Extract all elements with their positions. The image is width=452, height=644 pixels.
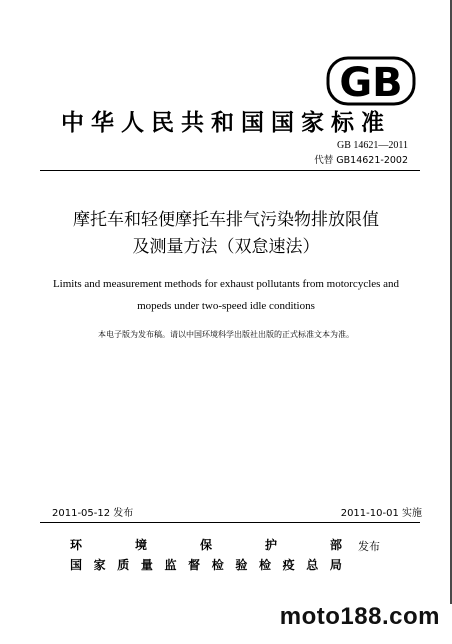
issuer-char: 国 xyxy=(70,558,83,572)
standard-number: GB 14621—2011 xyxy=(336,140,408,151)
issuer-char: 检 xyxy=(211,558,224,572)
issuer-char: 部 xyxy=(329,538,342,552)
issuer-char: 护 xyxy=(264,538,277,552)
issuer-char: 局 xyxy=(329,558,342,572)
issuer-char: 监 xyxy=(164,558,177,572)
gb-logo-text: GB xyxy=(339,60,403,106)
issued-label: 发布 xyxy=(358,540,380,553)
issuer-char: 保 xyxy=(199,538,212,552)
issuer-char: 总 xyxy=(306,558,319,572)
bottom-divider xyxy=(40,522,420,523)
title-english-line-2: mopeds under two-speed idle conditions xyxy=(137,300,315,312)
issue-date: 2011-05-12 发布 xyxy=(52,508,134,519)
national-standard-heading: 中华人民共和国国家标准 xyxy=(61,109,391,136)
issuer-char: 境 xyxy=(134,538,147,552)
implementation-date: 2011-10-01 实施 xyxy=(340,508,422,519)
issuer-char: 检 xyxy=(259,558,272,572)
electronic-version-notice: 本电子版为发布稿。请以中国环境科学出版社出版的正式标准文本为准。 xyxy=(98,330,354,339)
issuer-char: 疫 xyxy=(282,558,295,572)
gb-logo-icon xyxy=(326,56,416,106)
issuer-aqsiq xyxy=(70,556,342,573)
issuer-char: 家 xyxy=(93,558,106,572)
issuer-char: 质 xyxy=(117,558,130,572)
issuer-ministry xyxy=(70,536,342,553)
title-chinese-line-1: 摩托车和轻便摩托车排气污染物排放限值 xyxy=(73,210,379,230)
issuer-char: 验 xyxy=(235,558,248,572)
replaces-standard: 代替 GB14621-2002 xyxy=(314,155,408,166)
title-english-line-1: Limits and measurement methods for exhaust pollutants from motorcycles and xyxy=(52,278,400,290)
watermark-text: moto188.com xyxy=(279,603,440,630)
issuer-char: 量 xyxy=(140,558,153,572)
issuer-char: 环 xyxy=(70,538,83,552)
title-chinese-line-2: 及测量方法（双怠速法） xyxy=(132,237,320,257)
issuer-char: 督 xyxy=(188,558,201,572)
top-divider xyxy=(40,170,420,171)
